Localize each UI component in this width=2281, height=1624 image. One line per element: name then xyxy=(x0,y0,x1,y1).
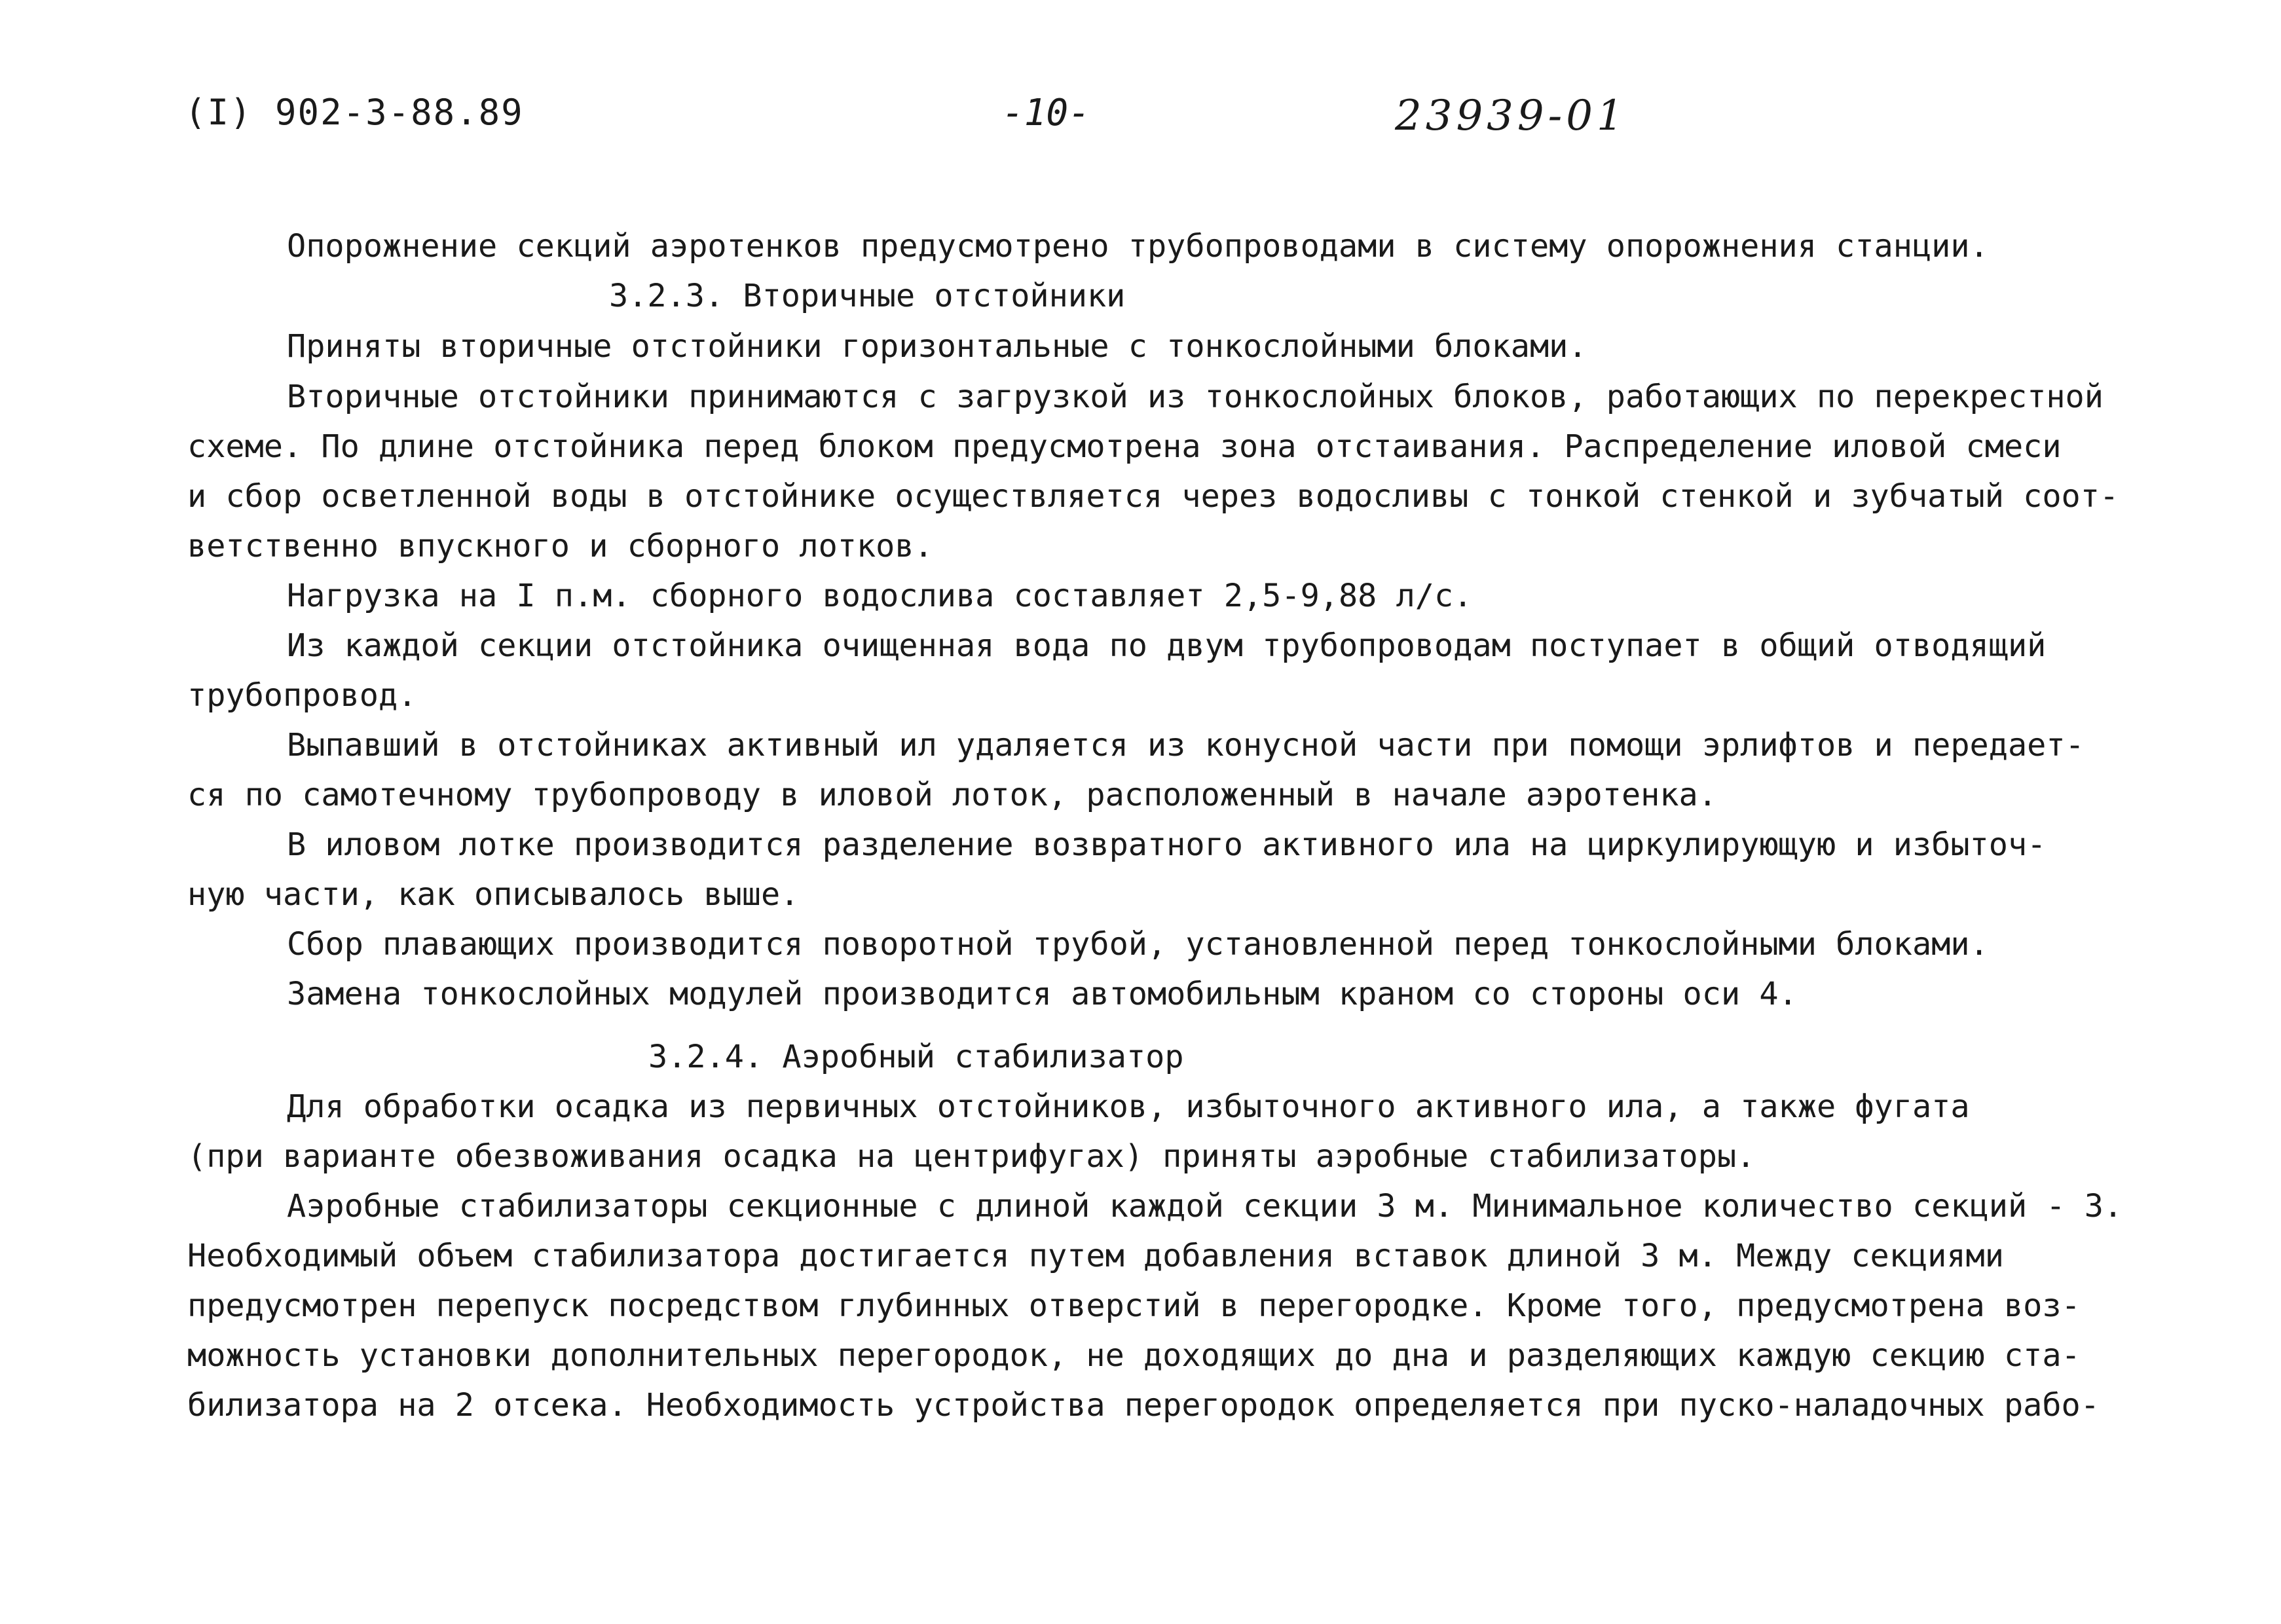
paragraph-line: Выпавший в отстойниках активный ил удаляется из конусной части при помощи эрлифтов и передает- xyxy=(287,727,2085,764)
paragraph-line: Из каждой секции отстойника очищенная вода по двум трубопроводам поступает в общий отводящий xyxy=(287,627,2047,664)
paragraph-line: ную части, как описывалось выше. xyxy=(187,876,800,913)
page-number: -10- xyxy=(1002,92,1090,134)
paragraph-line: Вторичные отстойники принимаются с загрузкой из тонкослойных блоков, работающих по перекрестной xyxy=(287,378,2104,415)
paragraph-line: В иловом лотке производится разделение возвратного активного ила на циркулирующую и избыточ- xyxy=(287,826,2047,863)
paragraph-line: Необходимый объем стабилизатора достигается путем добавления вставок длиной 3 м. Между секциями xyxy=(187,1238,2004,1274)
paragraph-line: трубопровод. xyxy=(187,677,417,714)
paragraph-line: можность установки дополнительных перегородок, не доходящих до дна и разделяющих каждую секцию ста- xyxy=(187,1337,2081,1374)
paragraph-line: Аэробные стабилизаторы секционные с длиной каждой секции 3 м. Минимальное количество секций - 3. xyxy=(287,1188,2123,1225)
section-heading: 3.2.4. Аэробный стабилизатор xyxy=(648,1039,1184,1075)
paragraph-line: Приняты вторичные отстойники горизонтальные с тонкослойными блоками. xyxy=(287,328,1587,365)
paragraph-line: ся по самотечному трубопроводу в иловой лоток, расположенный в начале аэротенка. xyxy=(187,777,1717,813)
paragraph-line: Замена тонкослойных модулей производится автомобильным краном со стороны оси 4. xyxy=(287,976,1798,1012)
handwritten-archive-number: 23939-01 xyxy=(1395,92,1627,140)
paragraph-line: ветственно впускного и сборного лотков. xyxy=(187,528,933,564)
paragraph-line: и сбор осветленной воды в отстойнике осуществляется через водосливы с тонкой стенкой и зубчатый соот- xyxy=(187,478,2119,515)
paragraph-line: Сбор плавающих производится поворотной трубой, установленной перед тонкослойными блоками. xyxy=(287,926,1989,963)
paragraph-line: Опорожнение секций аэротенков предусмотрено трубопроводами в систему опорожнения станции. xyxy=(287,228,1989,265)
paragraph-line: Для обработки осадка из первичных отстойников, избыточного активного ила, а также фугата xyxy=(287,1088,1970,1125)
paragraph-line: билизатора на 2 отсека. Необходимость устройства перегородок определяется при пуско-наладочных рабо- xyxy=(187,1387,2100,1424)
paragraph-line: предусмотрен перепуск посредством глубинных отверстий в перегородке. Кроме того, предусмотрена воз- xyxy=(187,1287,2081,1324)
paragraph-line: схеме. По длине отстойника перед блоком предусмотрена зона отстаивания. Распределение иловой смеси xyxy=(187,428,2062,465)
section-heading: 3.2.3. Вторичные отстойники xyxy=(609,278,1126,314)
paragraph-line: Нагрузка на I п.м. сборного водослива составляет 2,5-9,88 л/с. xyxy=(287,578,1473,614)
document-code: (I) 902-3-88.89 xyxy=(185,92,524,133)
paragraph-line: (при варианте обезвоживания осадка на центрифугах) приняты аэробные стабилизаторы. xyxy=(187,1138,1756,1175)
